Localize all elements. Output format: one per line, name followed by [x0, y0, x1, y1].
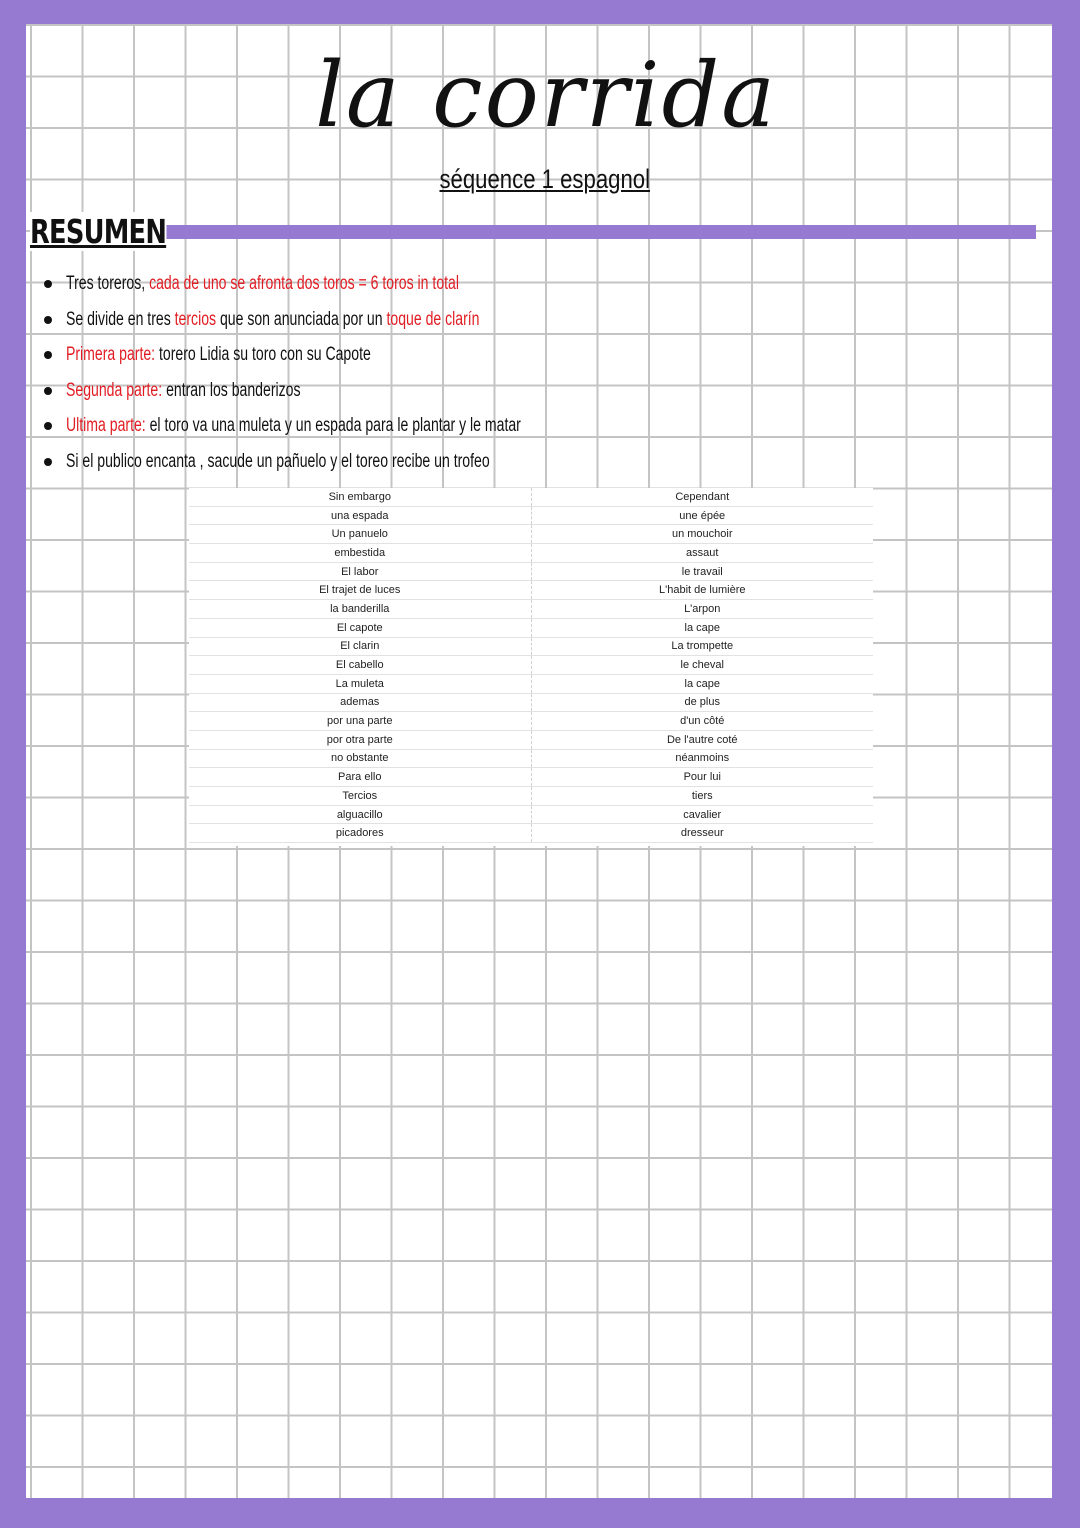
french-translation-cell: cavalier: [531, 805, 873, 824]
summary-bullet-item: [36, 373, 936, 409]
highlighted-text: cada de uno se afronta dos toros = 6 toros in total: [149, 273, 459, 294]
summary-bullet-item: [36, 408, 936, 444]
summary-bullet-item: [36, 337, 936, 373]
french-translation-cell: la cape: [531, 674, 873, 693]
french-translation-cell: assaut: [531, 544, 873, 563]
table-row: [189, 637, 873, 656]
body-text: torero Lidia su toro con su Capote: [155, 344, 371, 365]
spanish-term-cell: Un panuelo: [189, 525, 531, 544]
french-translation-cell: le travail: [531, 562, 873, 581]
bullet-text: [66, 337, 371, 373]
bullet-text: [66, 408, 521, 444]
body-text: Se divide en tres: [66, 308, 175, 330]
french-translation-cell: d'un côté: [531, 712, 873, 731]
table-row: [189, 768, 873, 787]
spanish-term-cell: El labor: [189, 562, 531, 581]
french-translation-cell: La trompette: [531, 637, 873, 656]
bullet-dot-icon: [44, 458, 52, 466]
spanish-term-cell: La muleta: [189, 674, 531, 693]
spanish-term-cell: Tercios: [189, 787, 531, 806]
vocabulary-table-container: [189, 488, 873, 846]
spanish-term-cell: la banderilla: [189, 600, 531, 619]
spanish-term-cell: una espada: [189, 506, 531, 525]
summary-bullet-item: [36, 302, 936, 338]
bullet-text: [66, 444, 490, 480]
french-translation-cell: le cheval: [531, 656, 873, 675]
french-translation-cell: L'arpon: [531, 600, 873, 619]
body-text: Si el publico encanta , sacude un pañuelo y el toreo recibe un trofeo: [66, 450, 490, 472]
highlighted-text: Primera parte:: [66, 344, 156, 365]
table-row: [189, 618, 873, 637]
spanish-term-cell: por otra parte: [189, 730, 531, 749]
bullet-text: [66, 302, 479, 338]
table-row: [189, 600, 873, 619]
bullet-dot-icon: [44, 387, 52, 395]
spanish-term-cell: alguacillo: [189, 805, 531, 824]
body-text: que son anunciada por un: [216, 308, 387, 330]
french-translation-cell: dresseur: [531, 824, 873, 843]
summary-bullet-list: [36, 266, 936, 479]
french-translation-cell: De l'autre coté: [531, 730, 873, 749]
french-translation-cell: néanmoins: [531, 749, 873, 768]
bullet-dot-icon: [44, 351, 52, 359]
french-translation-cell: Cependant: [531, 488, 873, 506]
body-text: el toro va una muleta y un espada para le plantar y le matar: [145, 415, 521, 436]
table-row: [189, 674, 873, 693]
spanish-term-cell: Sin embargo: [189, 488, 531, 506]
table-row: [189, 749, 873, 768]
spanish-term-cell: picadores: [189, 824, 531, 843]
table-row: [189, 693, 873, 712]
french-translation-cell: un mouchoir: [531, 525, 873, 544]
french-translation-cell: la cape: [531, 618, 873, 637]
table-row: [189, 805, 873, 824]
spanish-term-cell: El clarin: [189, 637, 531, 656]
vocabulary-table: [189, 488, 873, 843]
french-translation-cell: L'habit de lumière: [531, 581, 873, 600]
highlighted-text: tercios: [174, 308, 217, 330]
body-text: Tres toreros,: [66, 273, 150, 294]
table-row: [189, 544, 873, 563]
french-translation-cell: Pour lui: [531, 768, 873, 787]
spanish-term-cell: no obstante: [189, 749, 531, 768]
table-row: [189, 581, 873, 600]
table-row: [189, 656, 873, 675]
spanish-term-cell: Para ello: [189, 768, 531, 787]
grid-paper-sheet: [26, 24, 1052, 1498]
table-row: [189, 787, 873, 806]
bullet-dot-icon: [44, 422, 52, 430]
spanish-term-cell: El cabello: [189, 656, 531, 675]
body-text: entran los banderizos: [162, 379, 301, 401]
spanish-term-cell: El capote: [189, 618, 531, 637]
table-row: [189, 730, 873, 749]
bullet-text: [66, 373, 301, 409]
french-translation-cell: une épée: [531, 506, 873, 525]
table-row: [189, 488, 873, 506]
page-subtitle: séquence 1 espagnol: [439, 164, 650, 194]
french-translation-cell: de plus: [531, 693, 873, 712]
bullet-dot-icon: [44, 316, 52, 324]
section-heading: RESUMEN: [30, 212, 167, 251]
table-row: [189, 525, 873, 544]
section-divider-bar: [156, 225, 1036, 239]
spanish-term-cell: por una parte: [189, 712, 531, 731]
spanish-term-cell: embestida: [189, 544, 531, 563]
table-row: [189, 562, 873, 581]
french-translation-cell: tiers: [531, 787, 873, 806]
page-title: la corrida: [315, 43, 777, 148]
bullet-dot-icon: [44, 280, 52, 288]
spanish-term-cell: ademas: [189, 693, 531, 712]
highlighted-text: toque de clarín: [386, 308, 480, 330]
bullet-text: [66, 266, 459, 302]
table-row: [189, 824, 873, 843]
table-row: [189, 506, 873, 525]
spanish-term-cell: El trajet de luces: [189, 581, 531, 600]
table-row: [189, 712, 873, 731]
summary-bullet-item: [36, 444, 936, 480]
highlighted-text: Ultima parte:: [66, 415, 146, 436]
summary-bullet-item: [36, 266, 936, 302]
highlighted-text: Segunda parte:: [66, 379, 163, 401]
